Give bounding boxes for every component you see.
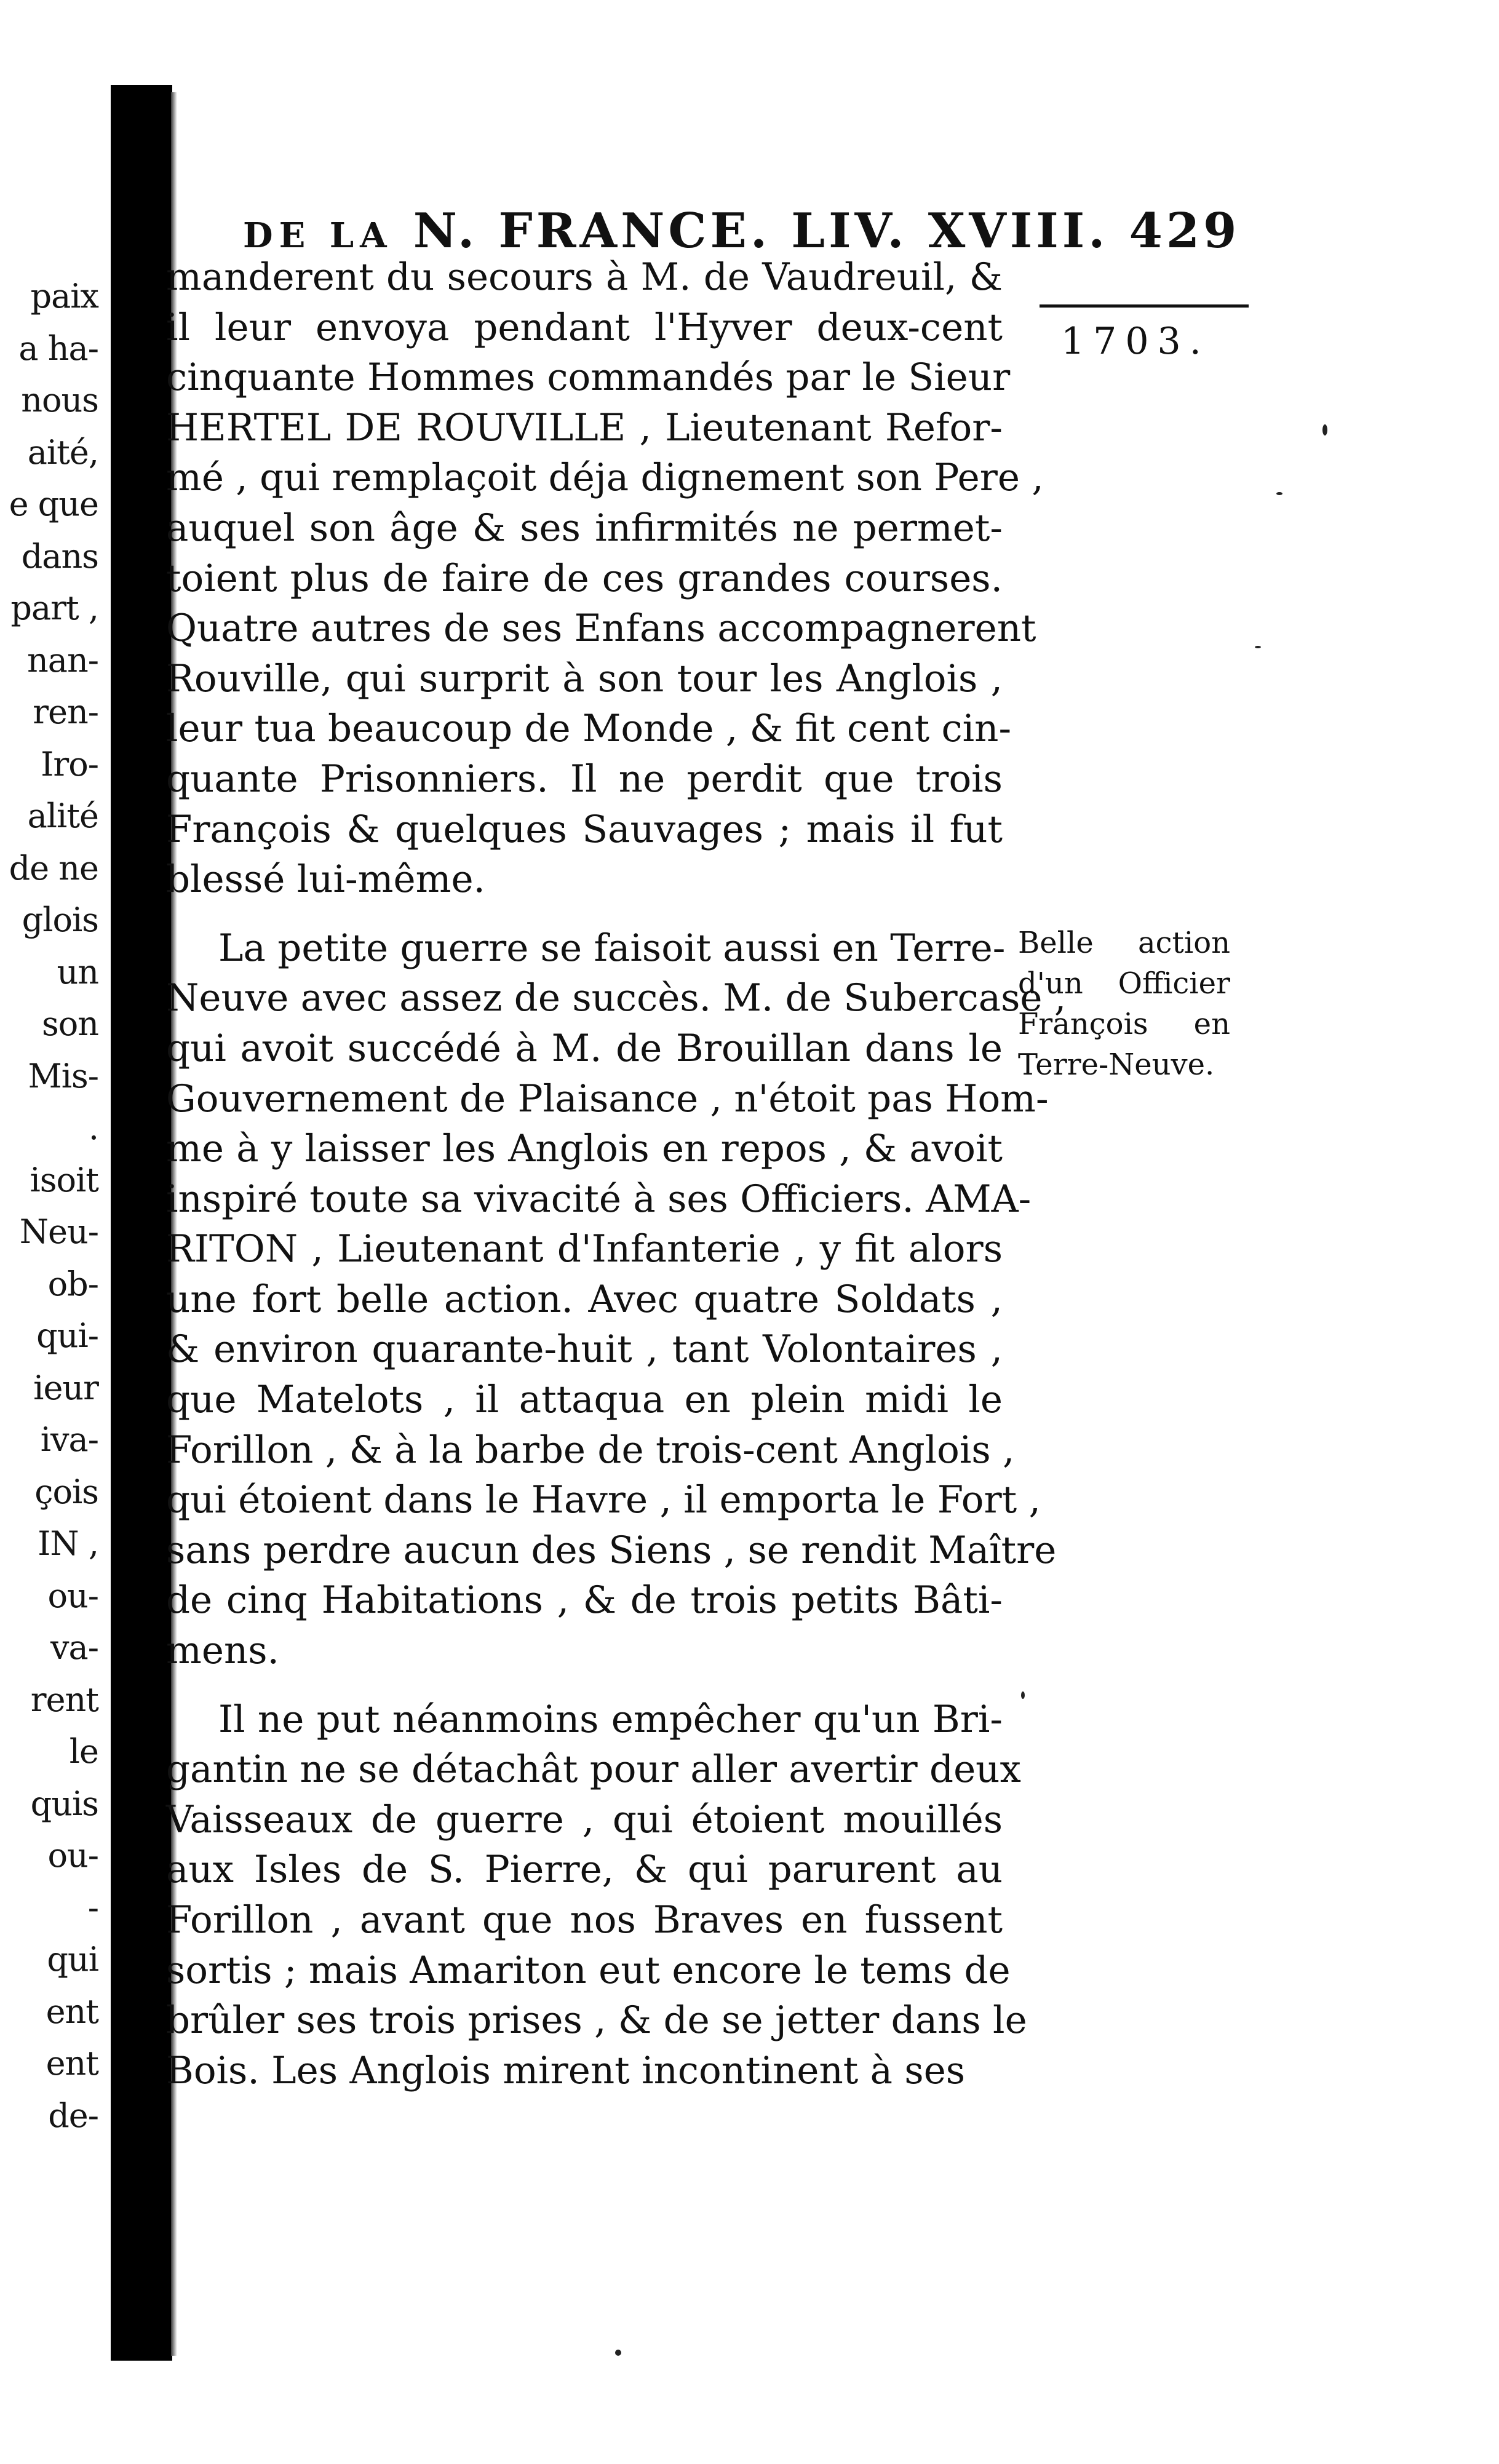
text-line: HERTEL DE ROUVILLE , Lieutenant Refor- [166, 405, 1003, 450]
running-head-prefix: DE LA [243, 215, 393, 256]
left-fragment-line: ren- [33, 693, 98, 731]
marginal-note-line: Belle action [1018, 926, 1230, 960]
left-fragment-line: - [87, 1888, 98, 1927]
text-line: auquel son âge & ses infirmités ne permet- [166, 506, 1003, 550]
left-fragment-line: de ne [9, 848, 98, 888]
left-fragment-line: part , [10, 589, 98, 627]
text-line: sans perdre aucun des Siens , se rendit Maître [166, 1528, 1057, 1572]
text-line: Rouville, qui surprit à son tour les Anglois , [166, 656, 1003, 701]
marginal-note [1018, 923, 1230, 1085]
left-fragment-line: Iro- [41, 744, 98, 784]
main-text-column [166, 252, 1067, 2096]
text-line: La petite guerre se faisoit aussi en Terre- [218, 926, 1006, 970]
running-head [243, 203, 1241, 259]
left-fragment-line: nan- [27, 640, 98, 680]
left-fragment-line: dans [21, 536, 98, 576]
left-fragment-line: ent [46, 1992, 98, 2031]
text-line: manderent du secours à M. de Vaudreuil, & [166, 255, 1003, 299]
left-fragment-line: qui- [36, 1316, 98, 1355]
running-head-book: LIV. XVIII. [791, 203, 1109, 259]
text-line: de cinq Habitations , & de trois petits Bâti- [166, 1578, 1003, 1623]
text-line: & environ quarante-huit , tant Volontaires , [166, 1327, 1003, 1372]
text-line: aux Isles de S. Pierre, & qui parurent au [166, 1848, 1003, 1892]
left-fragment-line: va- [50, 1628, 98, 1667]
paragraph-3 [166, 1695, 1027, 2096]
text-line: Il ne put néanmoins empêcher qu'un Bri- [218, 1697, 1003, 1741]
binding-gutter [111, 85, 172, 2361]
text-line: toient plus de faire de ces grandes courses. [166, 556, 1003, 600]
text-line: leur tua beaucoup de Monde , & fit cent cin- [166, 707, 1012, 751]
text-line: inspiré toute sa vivacité à ses Officiers. AMA- [166, 1177, 1032, 1221]
left-fragment-line: çois [34, 1472, 98, 1511]
scan-speck [615, 2350, 621, 2356]
text-line: sortis ; mais Amariton eut encore le tems de [166, 1948, 1011, 1992]
text-line: Quatre autres de ses Enfans accompagnerent [166, 606, 1036, 651]
text-line: me à y laisser les Anglois en repos , & avoit [166, 1127, 1003, 1171]
text-line: Forillon , avant que nos Braves en fussent [166, 1898, 1003, 1942]
left-fragment-line: ent [46, 2044, 98, 2083]
text-line: il leur envoya pendant l'Hyver deux-cent [166, 305, 1003, 349]
text-line: brûler ses trois prises , & de se jetter dans le [166, 1998, 1027, 2043]
text-line: blessé lui-même. [166, 857, 485, 902]
paragraph-2 [166, 923, 1067, 1676]
left-fragment-line: iva- [40, 1420, 98, 1459]
left-fragment-line: de- [48, 2096, 98, 2135]
text-line: cinquante Hommes commandés par le Sieur [166, 356, 1011, 400]
left-fragment-line: ou- [47, 1576, 98, 1615]
text-line: Forillon , & à la barbe de trois-cent Anglois , [166, 1428, 1015, 1472]
scan-speck [1255, 646, 1261, 648]
page-number: 429 [1129, 203, 1241, 259]
left-fragment-line: isoit [30, 1160, 98, 1199]
text-line: mens. [166, 1629, 279, 1673]
text-line: Gouvernement de Plaisance , n'étoit pas Hom- [166, 1076, 1049, 1121]
text-line: mé , qui remplaçoit déja dignement son Pere , [166, 456, 1044, 500]
text-line: une fort belle action. Avec quatre Soldats , [166, 1277, 1003, 1321]
left-fragment-line: glois [22, 900, 98, 939]
left-fragment-line: rent [30, 1680, 98, 1719]
scan-speck [1322, 424, 1327, 435]
scan-speck [1021, 1691, 1025, 1699]
left-fragment-line: ou- [47, 1836, 98, 1875]
text-line: quante Prisonniers. Il ne perdit que trois [166, 757, 1003, 801]
text-line: François & quelques Sauvages ; mais il fut [166, 807, 1003, 851]
left-fragment-line: ob- [47, 1264, 98, 1303]
text-line: RITON , Lieutenant d'Infanterie , y fit alors [166, 1227, 1003, 1271]
left-fragment-line: qui [47, 1940, 98, 1979]
left-fragment-line: quis [30, 1784, 98, 1823]
text-line: qui avoit succédé à M. de Brouillan dans le [166, 1026, 1003, 1070]
left-fragment-line: IN , [38, 1524, 98, 1563]
paragraph-1 [166, 252, 1044, 905]
text-line: Neuve avec assez de succès. M. de Subercase , [166, 976, 1067, 1020]
marginal-note-line: d'un Officier [1018, 966, 1230, 1001]
left-page-fragment [0, 271, 98, 2142]
scan-speck [1276, 492, 1282, 495]
text-line: gantin ne se détachât pour aller avertir deux [166, 1747, 1021, 1792]
left-fragment-line: le [69, 1732, 98, 1771]
left-fragment-line: alité [27, 797, 98, 835]
text-line: Vaisseaux de guerre , qui étoient mouillés [166, 1797, 1003, 1842]
left-fragment-line: . [88, 1108, 98, 1147]
left-fragment-line: paix [30, 277, 98, 316]
marginal-note-line: Terre-Neuve. [1018, 1047, 1215, 1082]
left-fragment-line: ieur [33, 1368, 98, 1407]
running-head-title: N. FRANCE. [413, 203, 771, 259]
left-fragment-line: Neu- [19, 1212, 98, 1251]
text-line: Bois. Les Anglois mirent incontinent à ses [166, 2048, 966, 2092]
left-fragment-line: un [57, 952, 98, 992]
left-fragment-line: nous [21, 381, 98, 419]
text-line: qui étoient dans le Havre , il emporta le Fort , [166, 1478, 1041, 1522]
text-line: que Matelots , il attaqua en plein midi le [166, 1378, 1003, 1422]
left-fragment-line: son [41, 1004, 98, 1043]
left-fragment-line: Mis- [28, 1056, 98, 1095]
left-fragment-line: a ha- [18, 328, 98, 368]
margin-year: 1703. [1061, 320, 1210, 363]
margin-rule [1040, 304, 1249, 308]
left-fragment-line: e que [9, 485, 98, 523]
left-fragment-line: aité, [27, 432, 98, 472]
marginal-note-line: François en [1018, 1007, 1230, 1041]
